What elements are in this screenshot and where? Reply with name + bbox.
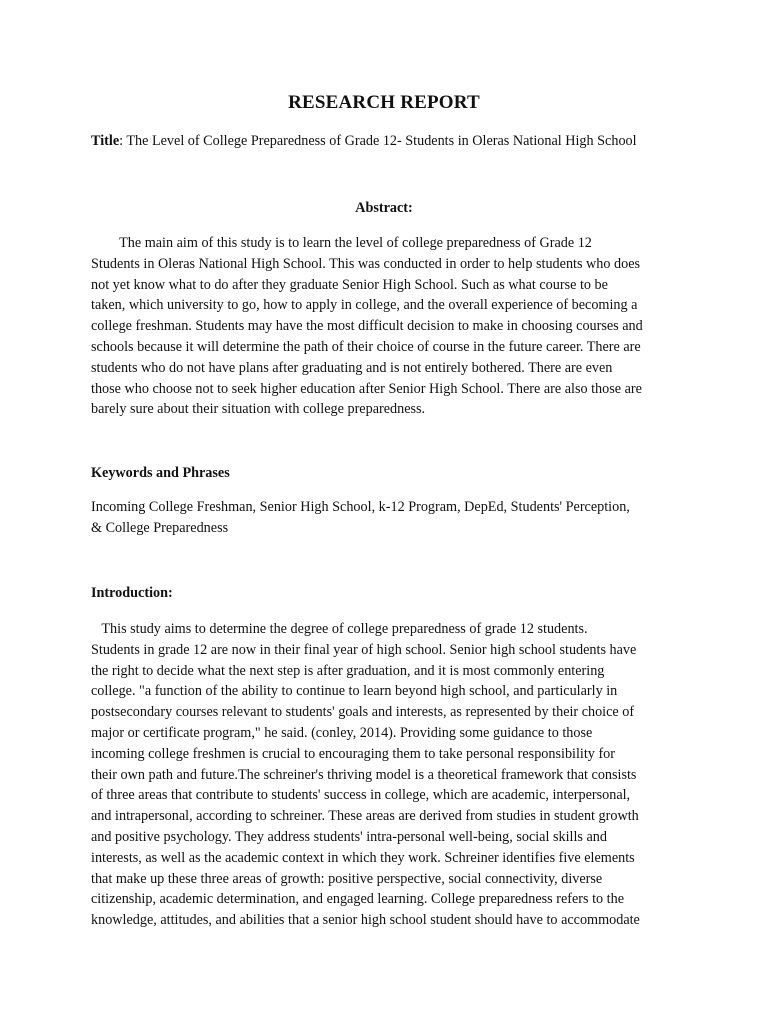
introduction-line: Students in grade 12 are now in their final year of high school. Senior high school students have <box>91 641 637 658</box>
abstract-line: college freshman. Students may have the most difficult decision to make in choosing courses and <box>91 318 643 335</box>
introduction-body <box>91 619 681 931</box>
introduction-line: and intrapersonal, according to schreiner. These areas are derived from studies in student growth <box>91 808 639 825</box>
keywords-heading: Keywords and Phrases <box>91 465 230 481</box>
abstract-line: The main aim of this study is to learn the level of college preparedness of Grade 12 <box>91 235 592 251</box>
introduction-line: citizenship, academic determination, and engaged learning. College preparedness refers to the <box>91 891 624 908</box>
abstract-line: Students in Oleras National High School. This was conducted in order to help students who does <box>91 255 641 272</box>
introduction-line: and positive psychology. They address students' intra-personal well-being, social skills and <box>91 828 607 845</box>
keywords-line: & College Preparedness <box>91 519 229 536</box>
abstract-body <box>91 233 681 420</box>
introduction-line: that make up these three areas of growth: positive perspective, social connectivity, diverse <box>91 870 603 887</box>
introduction-line: postsecondary courses relevant to students' goals and interests, as represented by their choice of <box>91 704 635 721</box>
keywords-body <box>91 497 681 539</box>
title-text: : The Level of College Preparedness of Grade 12- Students in Oleras National High School <box>119 133 637 149</box>
title-label: Title <box>91 133 120 149</box>
abstract-heading: Abstract: <box>355 200 413 216</box>
introduction-line: incoming college freshmen is crucial to encouraging them to take personal responsibility for <box>91 745 615 762</box>
report-heading: RESEARCH REPORT <box>288 92 480 113</box>
keywords-line: Incoming College Freshman, Senior High School, k-12 Program, DepEd, Students' Perception, <box>91 499 630 515</box>
introduction-heading: Introduction: <box>91 585 173 601</box>
abstract-line: those who choose not to seek higher education after Senior High School. There are also those are <box>91 380 642 397</box>
introduction-line: major or certificate program," he said. (conley, 2014). Providing some guidance to those <box>91 724 593 741</box>
abstract-line: not yet know what to do after they graduate Senior High School. Such as what course to be <box>91 276 608 293</box>
report-title <box>91 133 691 150</box>
introduction-line: This study aims to determine the degree of college preparedness of grade 12 students. <box>91 621 588 637</box>
introduction-line: of three areas that contribute to students' success in college, which are academic, interpersonal, <box>91 787 631 804</box>
abstract-line: students who do not have plans after graduating and is not entirely bothered. There are even <box>91 359 613 376</box>
introduction-line: interests, as well as the academic context in which they work. Schreiner identifies five elements <box>91 849 635 866</box>
abstract-line: taken, which university to go, how to apply in college, and the overall experience of becoming a <box>91 297 638 314</box>
introduction-line: college. "a function of the ability to continue to learn beyond high school, and particularly in <box>91 683 618 700</box>
abstract-line: barely sure about their situation with college preparedness. <box>91 401 426 418</box>
introduction-line: knowledge, attitudes, and abilities that a senior high school student should have to accommodate <box>91 912 640 929</box>
abstract-line: schools because it will determine the path of their choice of course in the future career. There are <box>91 338 641 355</box>
introduction-line: the right to decide what the next step is after graduation, and it is most commonly entering <box>91 662 605 679</box>
introduction-line: their own path and future.The schreiner's thriving model is a theoretical framework that consists <box>91 766 637 783</box>
